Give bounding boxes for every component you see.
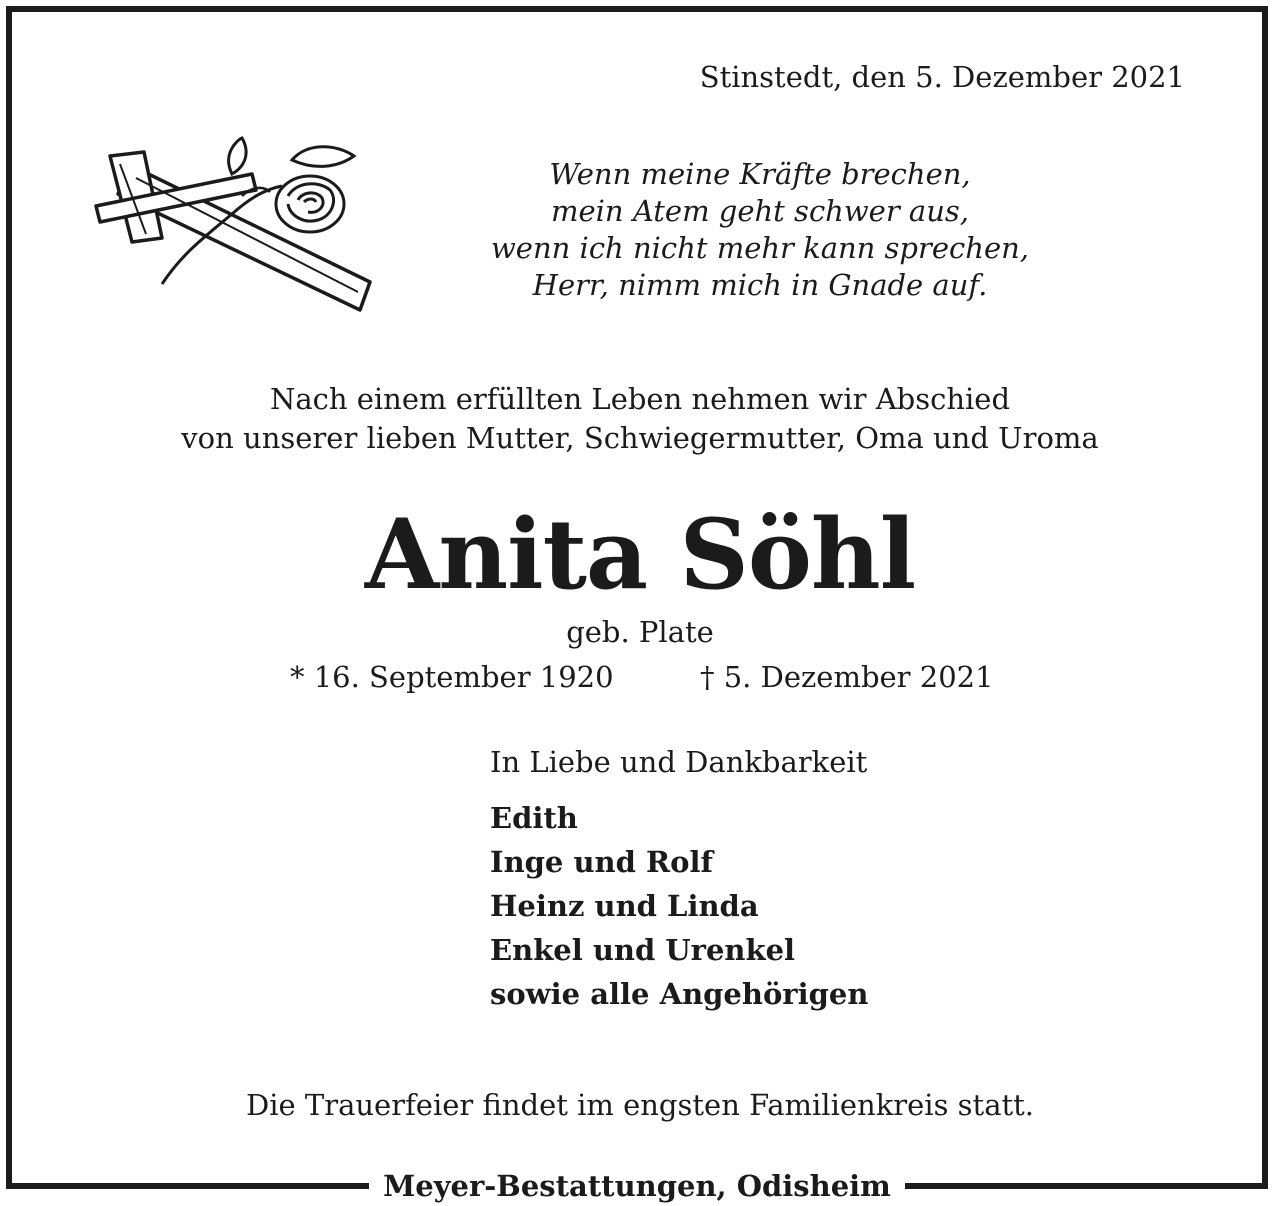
- mourner-name: Heinz und Linda: [490, 889, 759, 923]
- poem: [460, 156, 1060, 304]
- deceased-name: Anita Söhl: [364, 498, 916, 611]
- farewell-intro: [0, 380, 1280, 458]
- death-date: † 5. Dezember 2021: [700, 660, 994, 694]
- mourner-name: Inge und Rolf: [490, 845, 713, 879]
- poem-line: wenn ich nicht mehr kann sprechen,: [490, 231, 1029, 265]
- mourners-intro: In Liebe und Dankbarkeit: [490, 745, 868, 779]
- cross-with-rose-icon: [92, 134, 374, 314]
- mourner-name: Edith: [490, 801, 578, 835]
- poem-line: Herr, nimm mich in Gnade auf.: [532, 268, 988, 302]
- place-date: Stinstedt, den 5. Dezember 2021: [699, 60, 1185, 94]
- footer: [6, 1166, 1268, 1206]
- funeral-note: Die Trauerfeier findet im engsten Familienkreis statt.: [245, 1088, 1035, 1122]
- footer-rule-left: [6, 1183, 369, 1189]
- mourner-name: sowie alle Angehörigen: [490, 977, 869, 1011]
- funeral-home: Meyer-Bestattungen, Odisheim: [383, 1169, 891, 1203]
- birth-date: * 16. September 1920: [290, 660, 614, 694]
- farewell-line-2: von unserer lieben Mutter, Schwiegermutter, Oma und Uroma: [181, 421, 1099, 455]
- maiden-name: geb. Plate: [566, 615, 714, 649]
- poem-line: mein Atem geht schwer aus,: [550, 194, 969, 228]
- farewell-line-1: Nach einem erfüllten Leben nehmen wir Abschied: [269, 382, 1011, 416]
- footer-rule-right: [905, 1183, 1268, 1189]
- poem-line: Wenn meine Kräfte brechen,: [549, 157, 971, 191]
- mourners-list: [490, 796, 868, 1016]
- mourner-name: Enkel und Urenkel: [490, 933, 796, 967]
